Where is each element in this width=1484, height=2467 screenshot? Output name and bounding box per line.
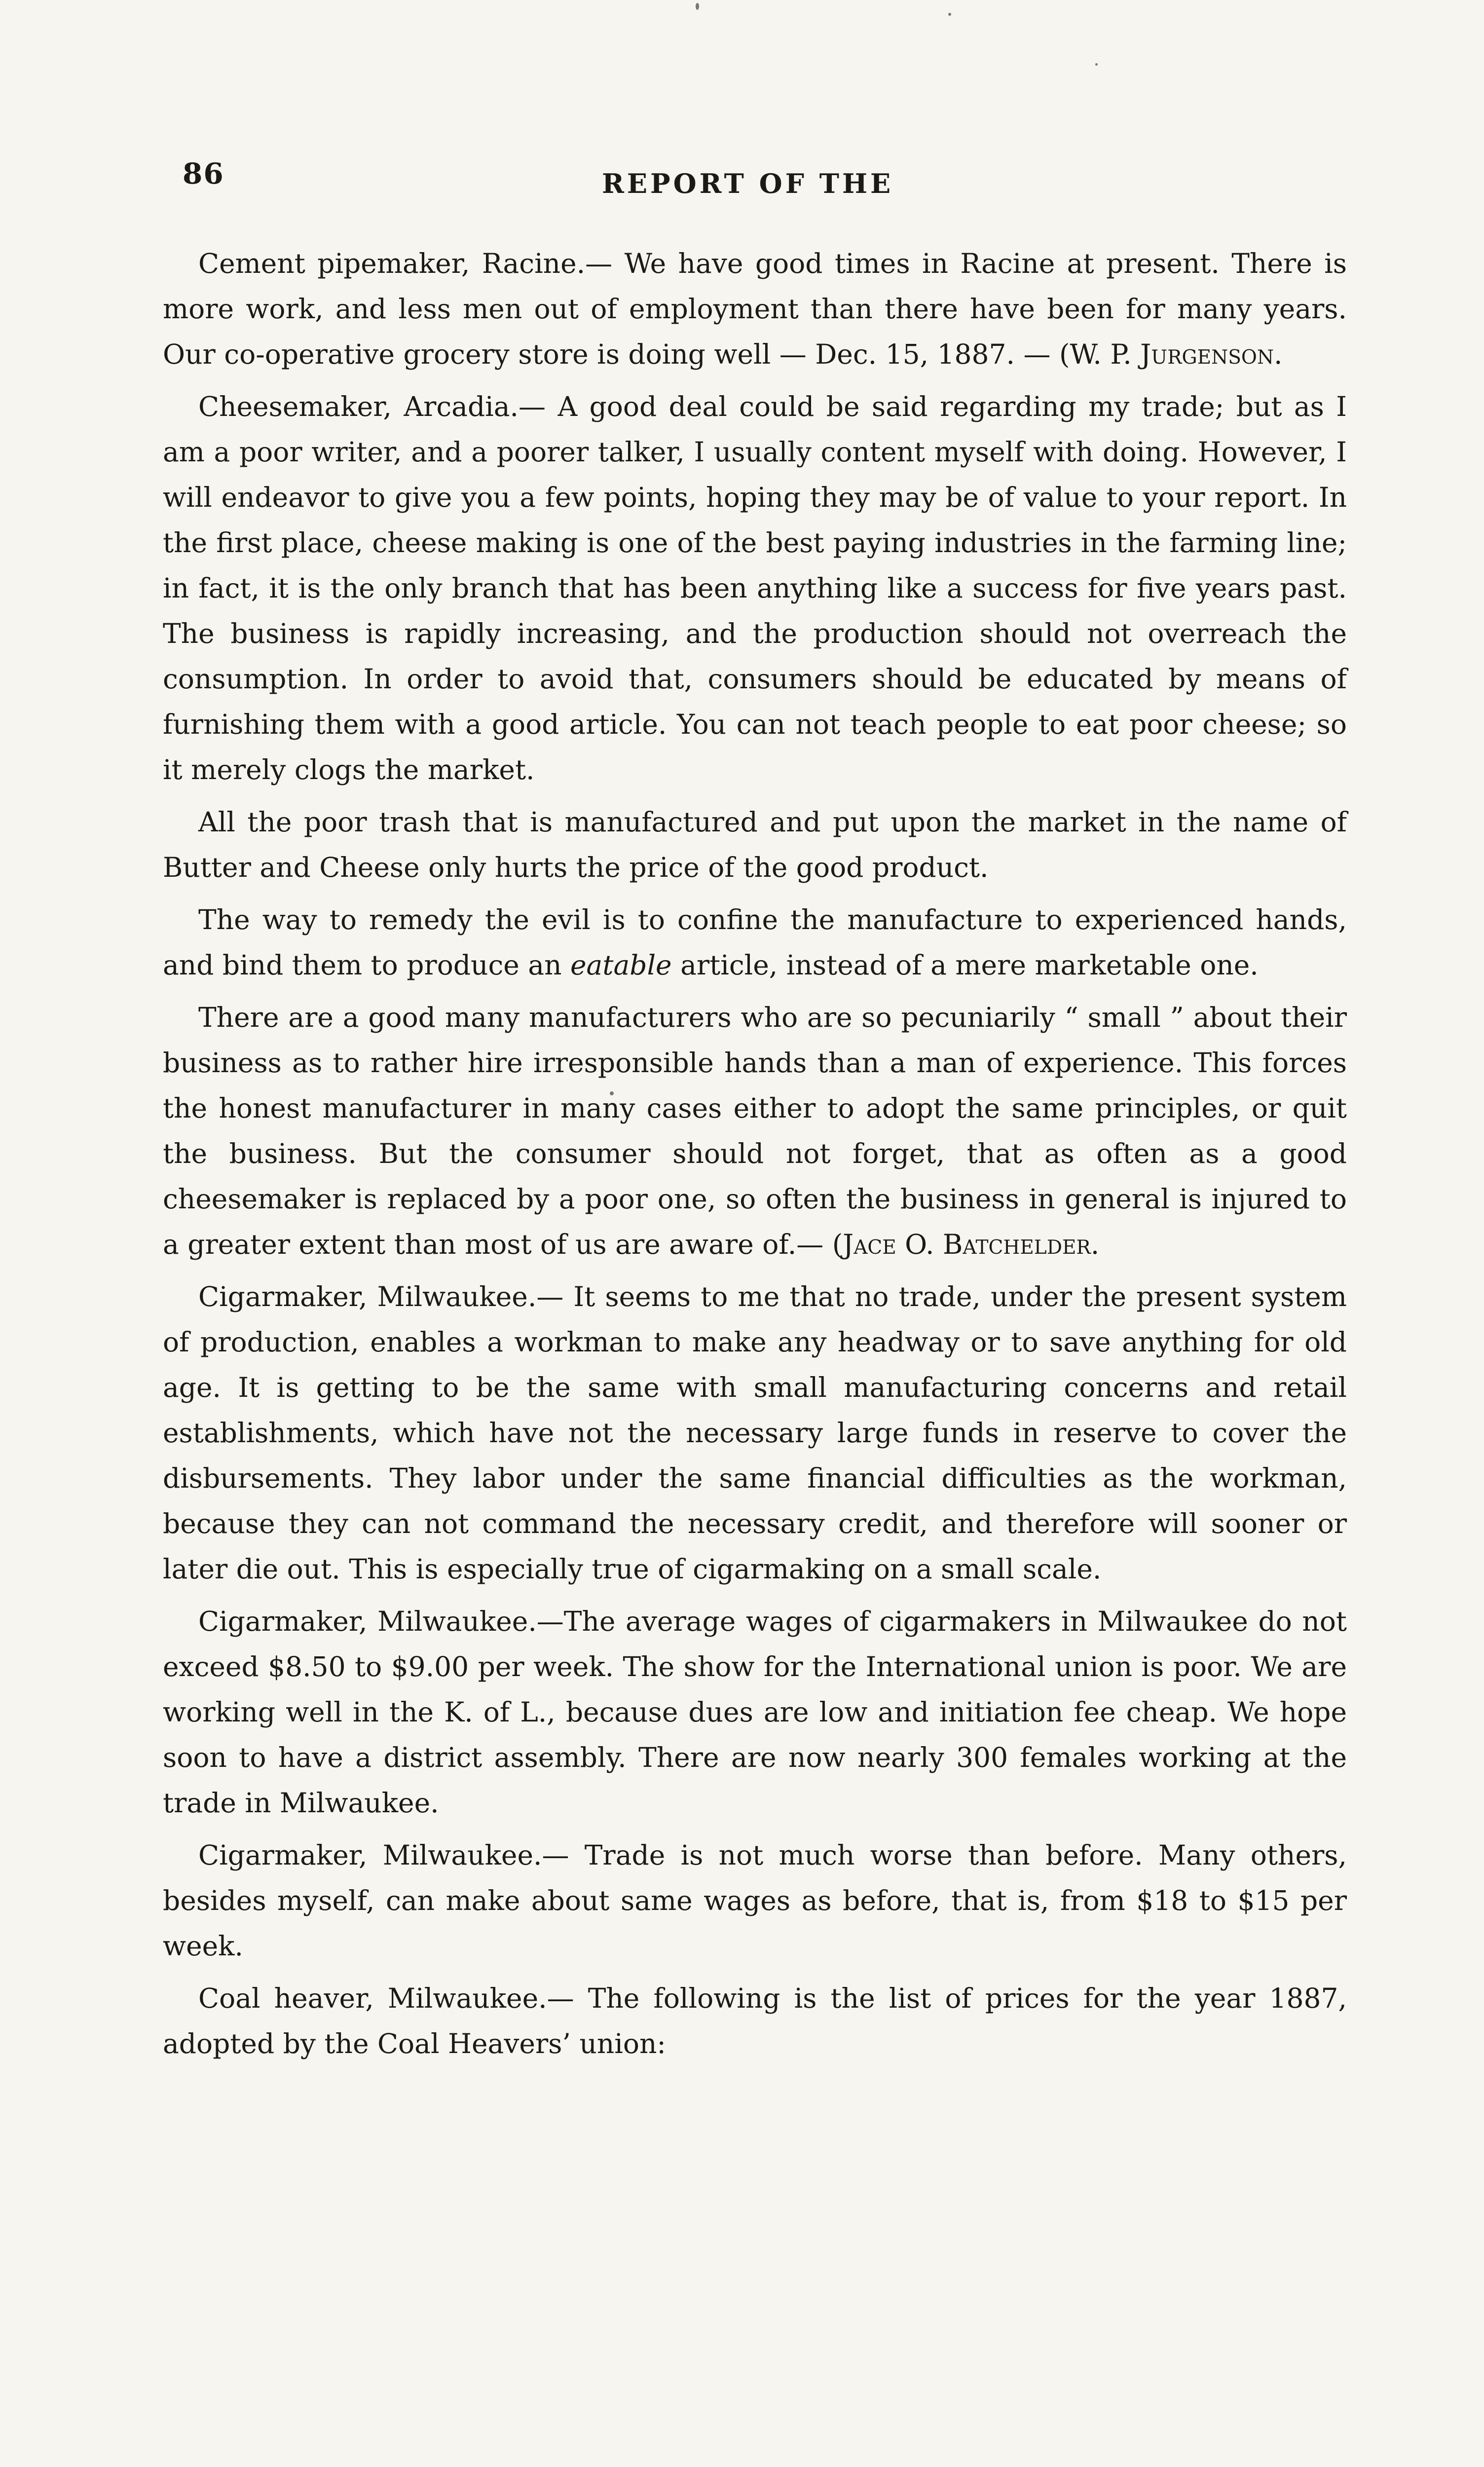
paragraph-text: The way to remedy the evil is to confine the manufacture to experienced hands, and bind them to produce an [163, 904, 1347, 981]
paragraph-text: There are a good many manufacturers who are so pecuniarily “ small ” about their business as to rather hire irresponsible hands than a man of experience. This forces the honest manufacturer in many cases either to adopt the same principles, or quit the business. But the consumer should not forget, that as often as a good cheesemaker is replaced by a poor one, so often the business in general is injured to a greater extent than most of us are aware of.— ( [163, 1002, 1347, 1260]
author-signature: W. P. Jurgenson. [1070, 338, 1283, 370]
print-speck [696, 3, 699, 10]
paragraph-text: Cigarmaker, Milwaukee.— It seems to me that no trade, under the present system of production, enables a workman to make any headway or to save anything for old age. It is getting to be the same with small manufacturing concerns and retail establishments, which have not the necessary large funds in reserve to cover the disbursements. They labor under the same financial difficulties as the workman, because they can not command the necessary credit, and therefore will sooner or later die out. This is especially true of cigarmaking on a small scale. [163, 1281, 1347, 1585]
emphasis-text: eatable [570, 949, 672, 981]
paragraph-cigarmaker-2 [163, 1599, 1347, 1826]
paragraph-coal-heaver [163, 1976, 1347, 2066]
paragraph-text: Cement pipemaker, Racine.— We have good times in Racine at present. There is more work, and less men out of employment than there have been for many years. Our co-operative grocery store is doing well — Dec. 15, 1887. — ( [163, 248, 1347, 370]
paragraph-cigarmaker-3 [163, 1832, 1347, 1969]
paragraph-poor-trash [163, 799, 1347, 890]
author-signature: Jace O. Batchelder. [843, 1229, 1100, 1260]
running-head: REPORT OF THE [602, 168, 894, 199]
paragraph-text: Cigarmaker, Milwaukee.— Trade is not much worse than before. Many others, besides myself, can make about same wages as before, that is, from $18 to $15 per week. [163, 1839, 1347, 1962]
paragraph-cement-pipemaker [163, 241, 1347, 377]
print-speck [948, 13, 951, 16]
paragraph-text: Cigarmaker, Milwaukee.—The average wages of cigarmakers in Milwaukee do not exceed $8.50 to $9.00 per week. The show for the International union is poor. We are working well in the K. of L., because dues are low and initiation fee cheap. We hope soon to have a district assembly. There are now nearly 300 females working at the trade in Milwaukee. [163, 1606, 1347, 1819]
paragraph-cigarmaker-1 [163, 1274, 1347, 1592]
page-number: 86 [183, 157, 224, 190]
paragraph-cheesemaker [163, 384, 1347, 792]
paragraph-text: All the poor trash that is manufactured and put upon the market in the name of Butter and Cheese only hurts the price of the good product. [163, 806, 1347, 883]
paragraph-text: Cheesemaker, Arcadia.— A good deal could be said regarding my trade; but as I am a poor writer, and a poorer talker, I usually content myself with doing. However, I will endeavor to give you a few points, hoping they may be of value to your report. In the first place, cheese making is one of the best paying industries in the farming line; in fact, it is the only branch that has been anything like a success for five years past. The business is rapidly increasing, and the production should not overreach the consumption. In order to avoid that, consumers should be educated by means of furnishing them with a good article. You can not teach people to eat poor cheese; so it merely clogs the market. [163, 391, 1347, 785]
paragraph-text: article, instead of a mere marketable one. [671, 949, 1259, 981]
paragraph-remedy [163, 897, 1347, 988]
print-speck [1095, 63, 1098, 66]
paragraph-manufacturers [163, 995, 1347, 1267]
paragraph-text: Coal heaver, Milwaukee.— The following is the list of prices for the year 1887, adopted by the Coal Heavers’ union: [163, 1982, 1347, 2059]
body-text [163, 241, 1347, 2073]
